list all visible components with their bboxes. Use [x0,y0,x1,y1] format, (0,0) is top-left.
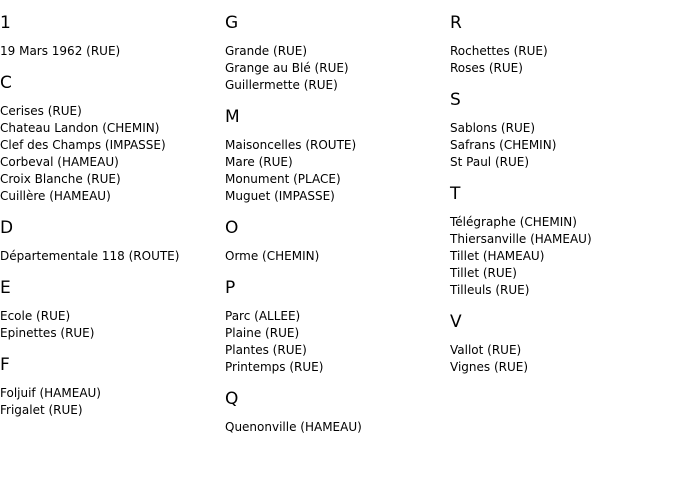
section-letter-heading: E [0,278,11,298]
street-link[interactable]: Tillet (RUE) [450,266,517,280]
letter-section [225,278,445,376]
street-link[interactable]: Monument (PLACE) [225,172,341,186]
street-link[interactable]: Télégraphe (CHEMIN) [450,215,577,229]
section-letter-heading: T [450,184,461,204]
street-link[interactable]: Vallot (RUE) [450,343,522,357]
street-index-column-2 [225,0,445,436]
letter-section [0,218,220,265]
street-link[interactable]: Orme (CHEMIN) [225,249,320,263]
section-letter-heading: Q [225,389,239,409]
street-link[interactable]: Muguet (IMPASSE) [225,189,335,203]
street-link[interactable]: Grande (RUE) [225,44,308,58]
section-letter-heading: F [0,355,10,375]
street-link[interactable]: Ecole (RUE) [0,309,71,323]
street-index-column-1 [0,0,220,419]
street-link[interactable]: Cerises (RUE) [0,104,82,118]
letter-section [225,13,445,94]
section-letter-heading: R [450,13,462,33]
section-letter-heading: G [225,13,239,33]
street-link[interactable]: Maisoncelles (ROUTE) [225,138,357,152]
section-letter-heading: D [0,218,14,238]
street-link[interactable]: Sablons (RUE) [450,121,536,135]
section-letter-heading: S [450,90,461,110]
street-index-column-3 [450,0,670,376]
section-letter-heading: 1 [0,13,11,33]
street-link[interactable]: Cuillère (HAMEAU) [0,189,111,203]
street-link[interactable]: Foljuif (HAMEAU) [0,386,101,400]
street-link[interactable]: Rochettes (RUE) [450,44,548,58]
section-letter-heading: V [450,312,462,332]
letter-section [0,278,220,342]
letter-section [450,13,670,77]
street-link[interactable]: Roses (RUE) [450,61,523,75]
section-letter-heading: M [225,107,240,127]
letter-section [450,312,670,376]
street-link[interactable]: Départementale 118 (ROUTE) [0,249,180,263]
street-link[interactable]: Croix Blanche (RUE) [0,172,121,186]
street-link[interactable]: St Paul (RUE) [450,155,530,169]
letter-section [0,13,220,60]
street-link[interactable]: Parc (ALLEE) [225,309,301,323]
letter-section [450,184,670,299]
street-link[interactable]: 19 Mars 1962 (RUE) [0,44,121,58]
street-link[interactable]: Printemps (RUE) [225,360,324,374]
letter-section [450,90,670,171]
street-link[interactable]: Epinettes (RUE) [0,326,95,340]
street-link[interactable]: Safrans (CHEMIN) [450,138,557,152]
street-link[interactable]: Chateau Landon (CHEMIN) [0,121,160,135]
street-link[interactable]: Guillermette (RUE) [225,78,338,92]
street-link[interactable]: Vignes (RUE) [450,360,529,374]
street-link[interactable]: Quenonville (HAMEAU) [225,420,362,434]
letter-section [225,389,445,436]
street-link[interactable]: Frigalet (RUE) [0,403,83,417]
street-link[interactable]: Tillet (HAMEAU) [450,249,545,263]
street-link[interactable]: Plaine (RUE) [225,326,300,340]
street-link[interactable]: Clef des Champs (IMPASSE) [0,138,166,152]
section-letter-heading: P [225,278,236,298]
street-link[interactable]: Grange au Blé (RUE) [225,61,349,75]
letter-section [225,218,445,265]
section-letter-heading: C [0,73,12,93]
letter-section [0,355,220,419]
street-link[interactable]: Mare (RUE) [225,155,293,169]
section-letter-heading: O [225,218,239,238]
street-link[interactable]: Tilleuls (RUE) [450,283,530,297]
street-link[interactable]: Corbeval (HAMEAU) [0,155,119,169]
street-link[interactable]: Thiersanville (HAMEAU) [450,232,592,246]
letter-section [225,107,445,205]
letter-section [0,73,220,205]
street-link[interactable]: Plantes (RUE) [225,343,307,357]
